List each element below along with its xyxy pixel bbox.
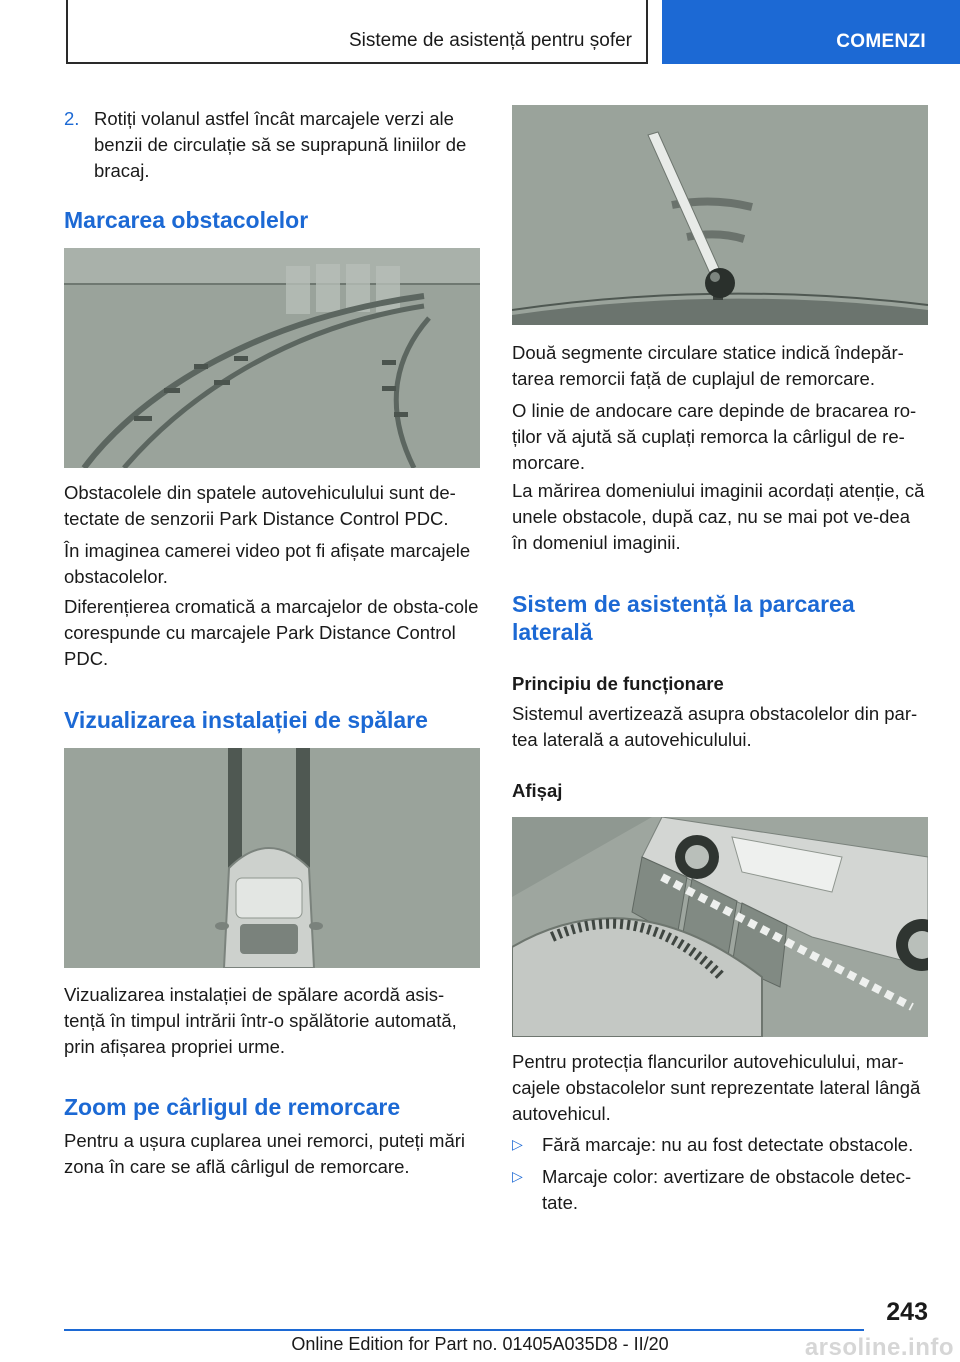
footer-rule (64, 1329, 864, 1331)
step-number: 2. (64, 108, 80, 129)
bullet-text-no-markings: Fără marcaje: nu au fost detectate obstacole. (542, 1134, 914, 1155)
footer-edition: Online Edition for Part no. 01405A035D8 - II/20 (291, 1334, 669, 1354)
hitch-paragraph-2: O linie de andocare care depinde de bracarea ro-ților vă ajută să cuplați remorca la cârligul de re-morcare. (512, 400, 917, 473)
principle-paragraph: Sistemul avertizează asupra obstacolelor din par-tea laterală a autovehiculului. (512, 703, 918, 750)
list-item (512, 1132, 928, 1158)
page-number: 243 (886, 1298, 928, 1326)
hitch-zoom-paragraph: Pentru a ușura cuplarea unei remorci, puteți mări zona în care se află cârligul de remorcare. (64, 1130, 466, 1177)
heading-car-wash: Vizualizarea instalației de spălare (64, 707, 428, 733)
obstacles-paragraph-1: Obstacolele din spatele autovehiculului sunt de-tectate de senzorii Park Distance Control PDC. (64, 482, 456, 529)
car-wash-paragraph: Vizualizarea instalației de spălare acordă asis-tență în timpul intrării într-o spălătorie automată, prin afișarea propriei urme. (64, 984, 457, 1057)
heading-principle: Principiu de funcționare (512, 673, 724, 694)
header-section-title: Sisteme de asistență pentru șofer (348, 30, 632, 51)
heading-hitch-zoom: Zoom pe cârligul de remorcare (64, 1094, 401, 1120)
car-wash-view-image (64, 748, 480, 968)
triangle-right-outline-icon: ▷ (512, 1136, 523, 1152)
header-section-box (66, 0, 648, 64)
hitch-paragraph-1: Două segmente circulare statice indică îndepăr-tarea remorcii față de cuplajul de remorcare. (512, 342, 904, 389)
heading-display: Afișaj (512, 780, 563, 801)
watermark-logo: arsoline.info (804, 1334, 954, 1361)
triangle-right-outline-icon: ▷ (512, 1168, 523, 1184)
heading-side-parking: Sistem de asistență la parcarea laterală (512, 591, 855, 645)
bullet-text-color-markings: Marcaje color: avertizare de obstacole detec-tate. (542, 1166, 912, 1213)
obstacles-paragraph-3: Diferențierea cromatică a marcajelor de obsta-cole corespunde cu marcajele Park Distance Control PDC. (64, 596, 479, 669)
display-paragraph: Pentru protecția flancurilor autovehiculului, mar-cajele obstacolelor sunt reprezentate lateral lângă autovehicul. (512, 1051, 921, 1124)
list-item (512, 1164, 928, 1216)
obstacle-marking-image (64, 248, 480, 468)
side-parking-image (512, 817, 928, 1037)
header-chapter-tab[interactable] (662, 0, 960, 64)
heading-obstacles: Marcarea obstacolelor (64, 207, 309, 233)
step-text: Rotiți volanul astfel încât marcajele verzi ale benzii de circulație să se suprapună liniilor de bracaj. (94, 108, 467, 181)
header-chapter-label: COMENZI (836, 31, 926, 52)
hitch-paragraph-3: La mărirea domeniului imaginii acordați atenție, că unele obstacole, după caz, nu se mai pot ve-dea în domeniul imaginii. (512, 480, 925, 553)
obstacles-paragraph-2: În imaginea camerei video pot fi afișate marcajele obstacolelor. (64, 540, 471, 587)
trailer-hitch-image (512, 105, 928, 325)
